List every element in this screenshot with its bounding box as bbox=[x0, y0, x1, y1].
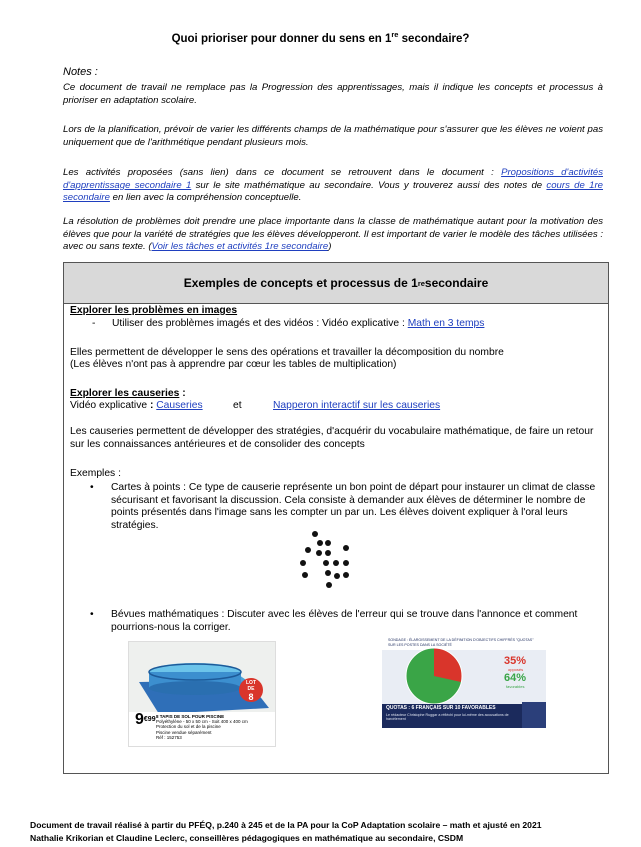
footer-line-2: Nathalie Krikorian et Claudine Leclerc, conseillères pédagogiques en mathématique au secondaire, CSDM bbox=[30, 833, 464, 843]
section-causeries-title: Explorer les causeries : bbox=[70, 388, 186, 399]
tv-label-favorables: favorables bbox=[506, 684, 525, 689]
ad-description: 8 TAPIS DE SOL POUR PISCINE Polyéthylène - 50 x 50 cm - Soit 400 x 400 cm Protection du sol et de la piscine Piscine vendue séparément Réf : 152753 bbox=[156, 714, 248, 740]
notes-paragraph-3: Les activités proposées (sans lien) dans ce document se retrouvent dans le document : Propositions d'activités d'apprentissage secondaire 1 sur le site mathématique au secondaire. Vous y trouverez aussi des notes de cours de 1re secondaire en lien avec la compréhension conceptuelle. bbox=[63, 167, 603, 203]
pool-ad-image bbox=[128, 641, 276, 747]
notes-paragraph-1: Ce document de travail ne remplace pas la Progression des apprentissages, mais il indique les concepts et processus à prioriser en adaptation scolaire. bbox=[63, 82, 603, 106]
notes-paragraph-2: Lors de la planification, prévoir de varier les différents champs de la mathématique pour s'assurer que les élèves ne voient pas uniquement que de l'arithmétique pendant plusieurs mois. bbox=[63, 124, 603, 148]
tv-percent-opposes: 35% bbox=[504, 655, 527, 667]
dot bbox=[325, 550, 331, 556]
dash-marker: - bbox=[92, 318, 96, 329]
problemes-images-text: Utiliser des problèmes imagés et des vidéos : Vidéo explicative : Math en 3 temps bbox=[112, 318, 485, 329]
dot bbox=[317, 540, 323, 546]
cours-1re-secondaire-link[interactable]: cours de 1re secondaire bbox=[63, 179, 603, 203]
problemes-images-paragraph-2: (Les élèves n'ont pas à apprendre par cœur les tables de multiplication) bbox=[70, 359, 397, 370]
notes-paragraph-4: La résolution de problèmes doit prendre une place importante dans la classe de mathématique autant pour la motivation des élèves que pour la variété de stratégies que les élèves développeront. Il est important de varier le modèle des tâches utilisées : avec ou sans texte. (Voir les tâches et activités 1re secondaire) bbox=[63, 216, 603, 252]
dot bbox=[300, 560, 306, 566]
causeries-paragraph: Les causeries permettent de développer des stratégies, d'acquérir du vocabulaire mathématique, de faire un retour sur les connaissances antérieures et de consolider des concepts bbox=[70, 426, 594, 450]
page-title: Quoi prioriser pour donner du sens en 1re secondaire? bbox=[171, 30, 470, 45]
dot bbox=[326, 582, 332, 588]
lot-badge: LOT DE 8 bbox=[246, 680, 256, 702]
propositions-activites-link[interactable]: Propositions d'activités d'apprentissage secondaire 1 bbox=[63, 167, 603, 191]
napperon-link-wrap bbox=[273, 400, 440, 413]
dot bbox=[325, 570, 331, 576]
dot bbox=[334, 573, 340, 579]
tv-subtitle: Le rédacteur Christophe Ruggar a réfléchi pour lui-même des accusations de harcèlement bbox=[386, 713, 509, 722]
bevues-mathematiques-text: Bévues mathématiques : Discuter avec les élèves de l'erreur qui se trouve dans l'annonce et comment pourrions-nous la corriger. bbox=[111, 609, 578, 633]
causeries-video-line: Vidéo explicative : Causeries bbox=[70, 400, 203, 411]
et-text: et bbox=[233, 400, 242, 411]
dot bbox=[316, 550, 322, 556]
causeries-link[interactable]: Causeries bbox=[156, 400, 203, 411]
notes-label: Notes : bbox=[63, 66, 98, 78]
dot bbox=[343, 545, 349, 551]
problemes-images-paragraph-1: Elles permettent de développer le sens des opérations et travailler la décomposition du nombre bbox=[70, 347, 504, 358]
bullet-marker: • bbox=[90, 482, 94, 493]
section-problemes-images-title: Explorer les problèmes en images bbox=[70, 305, 238, 316]
examples-box bbox=[63, 262, 609, 774]
math-en-3-temps-link[interactable]: Math en 3 temps bbox=[407, 318, 485, 329]
examples-box-header: Exemples de concepts et processus de 1 re secondaire bbox=[64, 263, 608, 304]
tv-header: SONDAGE : ÉLARGISSEMENT DE LA DÉFINITION D'OBJECTIFS CHIFFRÉS "QUOTAS" SUR LES POSTES DANS LA SOCIÉTÉ bbox=[382, 636, 546, 650]
bullet-marker: • bbox=[90, 609, 94, 620]
dot bbox=[323, 560, 329, 566]
dot bbox=[312, 531, 318, 537]
ad-price: $9^{€99}$ bbox=[135, 711, 156, 728]
tv-label-opposes: opposés bbox=[508, 667, 524, 672]
tv-poll-image bbox=[382, 636, 546, 728]
footer-line-1: Document de travail réalisé à partir du PFÉQ, p.240 à 245 et de la PA pour la CoP Adaptation scolaire – math et ajusté en 2021 bbox=[30, 820, 542, 830]
dot bbox=[325, 540, 331, 546]
taches-activites-link[interactable]: Voir les tâches et activités 1re secondaire bbox=[151, 241, 329, 252]
tv-percent-favorables: 64% bbox=[504, 672, 527, 684]
napperon-interactif-link[interactable]: Napperon interactif sur les causeries bbox=[273, 400, 441, 411]
dot bbox=[333, 560, 339, 566]
dot bbox=[302, 572, 308, 578]
dot bbox=[343, 572, 349, 578]
dot-card-image bbox=[300, 531, 356, 589]
dot bbox=[343, 560, 349, 566]
cartes-a-points-text: Cartes à points : Ce type de causerie représente un bon point de départ pour instaurer un climat de classe sécurisant et favorisant la discussion. Cela consiste à demander aux élèves de déterminer le nombre de points présentés dans l'image sans les compter un par un. Les élèves doivent expliquer à l'oral leurs stratégies. bbox=[111, 482, 596, 531]
exemples-label: Exemples : bbox=[70, 468, 121, 479]
dot bbox=[305, 547, 311, 553]
tv-banner: QUOTAS : 6 FRANÇAIS SUR 10 FAVORABLES bbox=[386, 705, 496, 711]
